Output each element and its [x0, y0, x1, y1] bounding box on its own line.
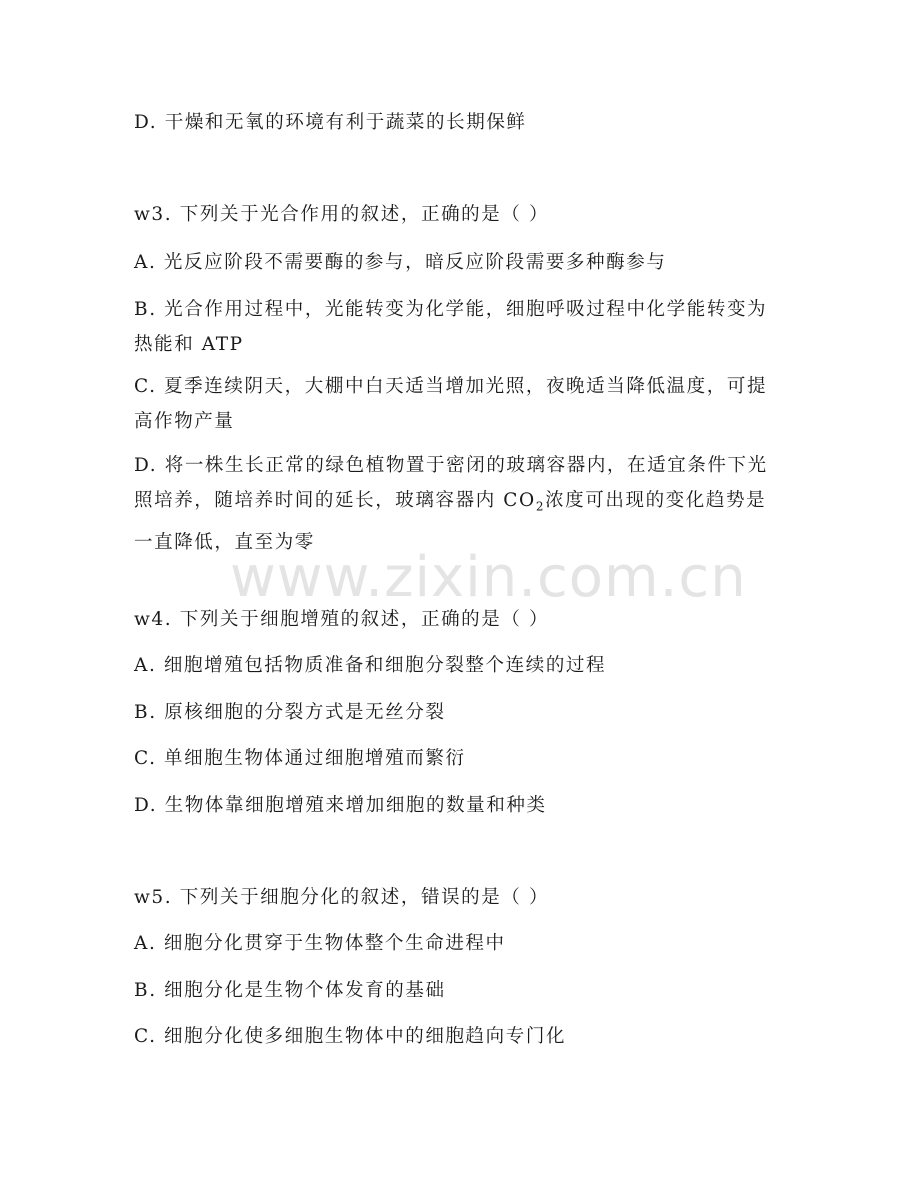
q5-stem: w5. 下列关于细胞分化的叙述，错误的是（ ）: [134, 887, 550, 908]
watermark: www.zixin.com.cn: [230, 545, 747, 610]
q4-option-d: D. 生物体靠细胞增殖来增加细胞的数量和种类: [134, 795, 547, 816]
q3-option-d-text-start: D. 将一株生长正常的绿色植物置于密闭的玻璃容器内，在适宜条件下光照培养，随培养时间的延长，玻璃容器内 CO: [134, 455, 768, 511]
q4-option-a: A. 细胞增殖包括物质准备和细胞分裂整个连续的过程: [134, 655, 607, 676]
q3-option-d: [134, 448, 784, 560]
co2-subscript: 2: [535, 499, 546, 514]
q4-option-b: B. 原核细胞的分裂方式是无丝分裂: [134, 702, 446, 723]
q4-option-c: C. 单细胞生物体通过细胞增殖而繁衍: [134, 748, 466, 769]
q3-option-a: A. 光反应阶段不需要酶的参与，暗反应阶段需要多种酶参与: [134, 252, 667, 273]
q3-option-d-text-end: 浓度可出现的变化趋势是一直降低，直至为零: [134, 490, 767, 553]
q3-option-b: B. 光合作用过程中，光能转变为化学能，细胞呼吸过程中化学能转变为热能和 ATP: [134, 299, 768, 355]
q4-stem: w4. 下列关于细胞增殖的叙述，正确的是（ ）: [134, 609, 550, 630]
q5-option-c: C. 细胞分化使多细胞生物体中的细胞趋向专门化: [134, 1026, 567, 1047]
q5-option-a: A. 细胞分化贯穿于生物体整个生命进程中: [134, 933, 506, 954]
q3-stem: w3. 下列关于光合作用的叙述，正确的是（ ）: [134, 204, 550, 225]
q2-option-d: D. 干燥和无氧的环境有利于蔬菜的长期保鲜: [134, 112, 527, 133]
q3-option-c: C. 夏季连续阴天，大棚中白天适当增加光照，夜晚适当降低温度，可提高作物产量: [134, 376, 768, 432]
q5-option-b: B. 细胞分化是生物个体发育的基础: [134, 980, 446, 1001]
